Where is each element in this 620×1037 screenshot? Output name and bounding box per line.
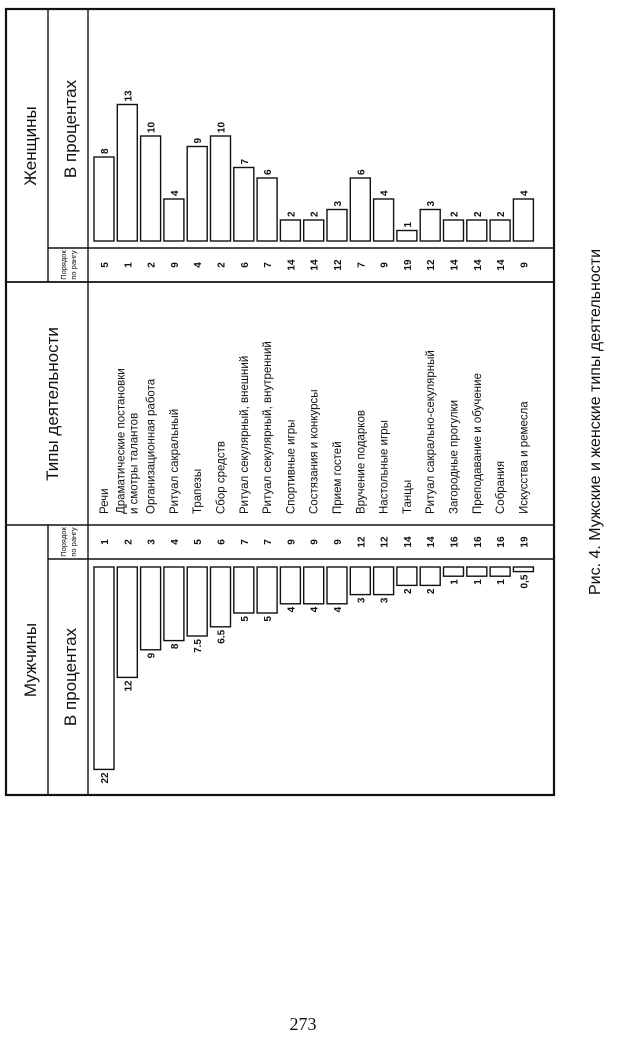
men-bar-value: 1 <box>449 579 461 585</box>
activity-label: Искусства и ремесла <box>518 401 531 514</box>
figure-caption: Рис. 4. Мужские и женские типы деятельности <box>587 248 604 596</box>
men-bar-value: 4 <box>286 606 298 613</box>
women-bar <box>280 220 300 241</box>
men-rank-header-line2: по рангу <box>69 527 78 557</box>
men-bar <box>490 567 510 576</box>
men-rank: 9 <box>286 539 298 545</box>
women-bar-value: 10 <box>216 121 228 133</box>
women-bar-value: 4 <box>379 190 391 196</box>
men-bar-value: 3 <box>379 597 391 604</box>
men-rank: 4 <box>169 539 181 545</box>
men-bar-value: 5 <box>263 616 275 622</box>
women-rank: 14 <box>472 259 484 271</box>
men-rank: 14 <box>402 536 414 548</box>
men-bar <box>350 567 370 595</box>
men-bar-value: 12 <box>123 680 135 692</box>
women-rank: 7 <box>356 262 368 268</box>
women-bar <box>164 199 184 241</box>
men-bar <box>234 567 254 613</box>
men-bar <box>444 567 464 576</box>
activity-label: Сбор средств <box>215 440 228 514</box>
men-bar <box>94 567 114 769</box>
men-rank: 12 <box>356 536 368 548</box>
men-bar-value: 1 <box>496 579 508 585</box>
women-bar-value: 10 <box>146 121 158 133</box>
women-bar-value: 2 <box>309 211 321 217</box>
men-bar <box>117 567 137 677</box>
men-rank: 2 <box>123 539 135 545</box>
women-rank: 9 <box>519 262 531 268</box>
activity-label: Собрания <box>495 460 508 514</box>
women-rank: 5 <box>100 262 111 268</box>
men-rank: 1 <box>100 539 111 545</box>
women-bar <box>490 220 510 241</box>
men-rank: 16 <box>472 536 484 548</box>
men-bar <box>141 567 161 650</box>
activity-label: Загородные прогулки <box>448 399 461 514</box>
women-bar <box>117 105 137 242</box>
page-number: 273 <box>289 1014 317 1034</box>
women-bar <box>234 168 254 242</box>
men-bar-value: 4 <box>333 606 344 613</box>
women-rank: 9 <box>379 262 391 268</box>
men-rank: 14 <box>426 536 438 548</box>
men-bar-value: 2 <box>402 588 414 594</box>
men-bar-value: 4 <box>309 606 321 613</box>
men-bar <box>420 567 440 585</box>
men-rank: 7 <box>239 539 251 545</box>
women-bar <box>211 136 231 241</box>
women-bar-value: 1 <box>402 221 414 228</box>
men-percent-header: В процентах <box>61 627 80 727</box>
activity-rows <box>94 90 533 784</box>
women-bar <box>327 210 347 242</box>
men-rank: 6 <box>216 539 228 545</box>
men-bar <box>513 567 533 572</box>
women-rank: 12 <box>426 259 438 271</box>
activity-label: Драматические постановки <box>115 368 128 514</box>
men-bar <box>211 567 231 627</box>
women-rank: 1 <box>123 262 135 268</box>
women-bar <box>350 178 370 241</box>
men-rank: 3 <box>146 539 158 545</box>
men-rank: 12 <box>379 536 391 548</box>
men-rank: 16 <box>496 536 508 548</box>
men-bar-value: 8 <box>169 643 181 650</box>
men-bar-value: 1 <box>472 579 484 585</box>
women-bar <box>444 220 464 241</box>
men-bar-value: 2 <box>426 588 438 594</box>
women-rank: 14 <box>496 259 508 271</box>
activity-label: Вручение подарков <box>355 410 368 514</box>
women-bar-value: 6 <box>263 169 275 175</box>
women-bar-value: 3 <box>426 200 438 207</box>
men-bar-value: 6.5 <box>216 629 228 644</box>
activity-label-line2: и смотры талантов <box>128 412 141 514</box>
women-bar-value: 6 <box>356 169 368 175</box>
women-rank: 12 <box>333 259 344 271</box>
women-rank: 14 <box>449 259 461 271</box>
activity-label: Преподавание и обучение <box>471 373 484 514</box>
activity-label: Спортивные игры <box>285 419 298 514</box>
men-bar <box>327 567 347 604</box>
men-bar <box>397 567 417 585</box>
men-bar-value: 9 <box>146 652 158 659</box>
women-bar <box>187 147 207 242</box>
women-bar-value: 8 <box>100 148 111 154</box>
men-bar-value: 22 <box>100 772 111 784</box>
women-rank: 9 <box>169 262 181 268</box>
women-rank: 7 <box>263 262 275 268</box>
women-rank: 14 <box>309 259 321 271</box>
men-bar-value: 3 <box>356 597 368 604</box>
men-header: Мужчины <box>21 622 40 698</box>
women-percent-header: В процентах <box>61 79 80 179</box>
women-bar-value: 3 <box>333 200 344 207</box>
men-bar <box>467 567 487 576</box>
women-bar-value: 7 <box>239 158 251 165</box>
activity-label: Ритуал секулярный, внутренний <box>262 341 275 514</box>
women-rank: 6 <box>239 262 251 268</box>
men-bar <box>187 567 207 636</box>
activity-label: Организационная работа <box>145 378 158 514</box>
women-bar <box>141 136 161 241</box>
women-bar <box>374 199 394 241</box>
activity-label: Трапезы <box>192 468 205 514</box>
women-bar-value: 4 <box>169 190 181 196</box>
men-rank: 9 <box>333 539 344 545</box>
men-rank: 7 <box>263 539 275 545</box>
men-bar <box>304 567 324 604</box>
women-bar-value: 2 <box>496 211 508 217</box>
activity-label: Прием гостей <box>332 441 344 514</box>
women-bar <box>304 220 324 241</box>
women-rank: 14 <box>286 259 298 271</box>
women-bar <box>94 157 114 241</box>
men-bar <box>164 567 184 641</box>
women-bar <box>467 220 487 241</box>
men-rank: 19 <box>519 536 531 548</box>
women-bar <box>257 178 277 241</box>
women-bar-value: 2 <box>449 211 461 217</box>
activity-label: Речи <box>99 488 111 514</box>
women-rank: 2 <box>216 262 228 268</box>
women-bar <box>513 199 533 241</box>
men-rank: 9 <box>309 539 321 545</box>
activity-label: Ритуал сакрально-секулярный <box>425 350 438 514</box>
men-rank: 5 <box>193 539 205 545</box>
women-rank-header-line2: по рангу <box>69 250 78 280</box>
activity-label: Состязания и конкурсы <box>308 389 321 514</box>
men-bar <box>280 567 300 604</box>
men-bar <box>257 567 277 613</box>
men-bar-value: 0,5 <box>519 574 531 589</box>
women-bar-value: 9 <box>193 137 205 144</box>
women-rank: 2 <box>146 262 158 268</box>
women-header: Женщины <box>21 106 40 186</box>
activity-label: Танцы <box>401 479 414 514</box>
women-rank: 19 <box>402 259 414 271</box>
women-rank: 4 <box>193 262 205 268</box>
men-rank-header-line1: Порядок <box>59 527 68 557</box>
women-bar-value: 13 <box>123 90 135 102</box>
activities-header: Типы деятельности <box>43 327 62 481</box>
men-rank: 16 <box>449 536 461 548</box>
men-bar-value: 7.5 <box>193 639 205 653</box>
women-bar <box>397 231 417 242</box>
women-rank-header-line1: Порядок <box>59 250 68 280</box>
men-bar-value: 5 <box>239 616 251 622</box>
women-bar-value: 4 <box>519 190 531 196</box>
women-bar <box>420 210 440 242</box>
women-bar-value: 2 <box>472 211 484 217</box>
women-bar-value: 2 <box>286 211 298 217</box>
activity-label: Настольные игры <box>378 420 391 514</box>
activity-label: Ритуал секулярный, внешний <box>238 355 251 514</box>
men-bar <box>374 567 394 595</box>
activity-label: Ритуал сакральный <box>168 408 181 514</box>
